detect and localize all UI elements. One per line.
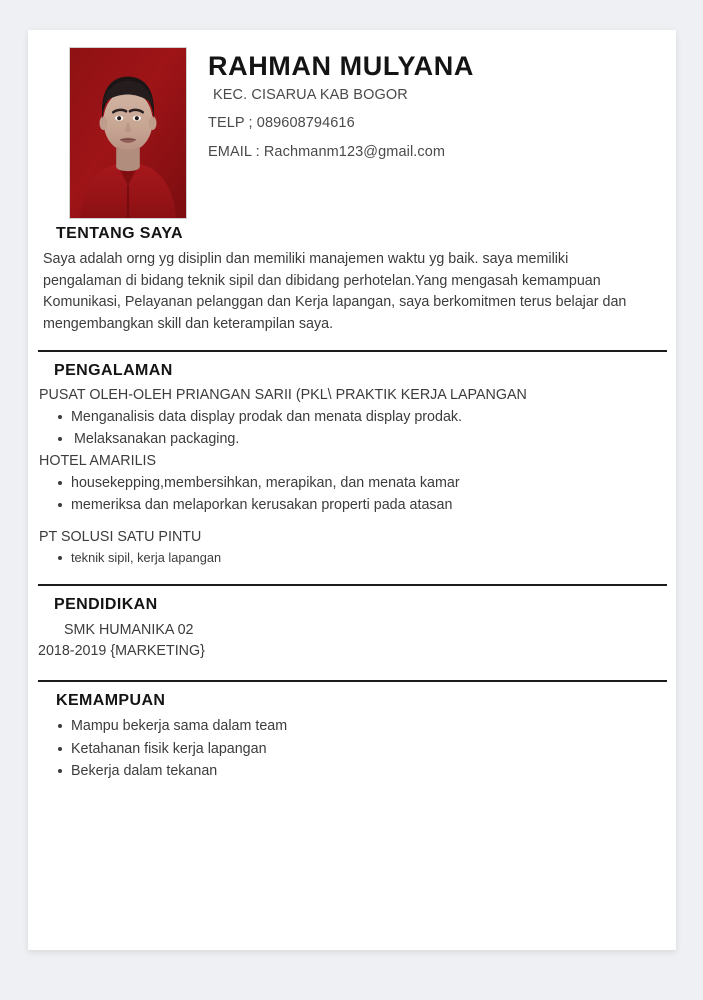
page-title: RAHMAN MULYANA bbox=[208, 51, 474, 81]
list-item: memeriksa dan melaporkan kerusakan properti pada atasan bbox=[38, 495, 666, 516]
section-title-about: TENTANG SAYA bbox=[56, 225, 183, 242]
list-item: teknik sipil, kerja lapangan bbox=[38, 549, 666, 568]
section-title-education: PENDIDIKAN bbox=[54, 596, 158, 614]
contact-email: EMAIL : Rachmanm123@gmail.com bbox=[208, 143, 446, 160]
section-education bbox=[28, 596, 676, 678]
list-item: Menganalisis data display prodak dan menata display prodak. bbox=[38, 407, 666, 428]
experience-duty-list bbox=[38, 407, 666, 450]
divider-above-skills bbox=[38, 679, 667, 683]
section-title-experience: PENGALAMAN bbox=[54, 361, 173, 379]
resume-header bbox=[28, 30, 676, 216]
list-item: Bekerja dalam tekanan bbox=[38, 761, 666, 782]
section-skills bbox=[28, 692, 676, 782]
experience-duty-list bbox=[38, 549, 666, 568]
list-item: Mampu bekerja sama dalam team bbox=[38, 716, 666, 737]
skills-list bbox=[38, 716, 666, 782]
education-school: SMK HUMANIKA 02 bbox=[64, 622, 194, 639]
list-item: Melaksanakan packaging. bbox=[38, 429, 666, 450]
contact-phone: TELP ; 089608794616 bbox=[208, 115, 355, 132]
divider-above-education bbox=[38, 583, 667, 587]
avatar bbox=[69, 47, 187, 219]
header-text-block bbox=[208, 52, 666, 159]
experience-duty-list bbox=[38, 473, 666, 516]
experience-employer: HOTEL AMARILIS bbox=[39, 453, 157, 470]
experience-employer: PT SOLUSI SATU PINTU bbox=[39, 529, 202, 546]
section-about bbox=[28, 225, 676, 349]
about-paragraph: Saya adalah orng yg disiplin dan memiliki manajemen waktu yg baik. saya memiliki pengalaman di bidang teknik sipil dan dibidang perhotelan.Yang mengasah kemampuan Komunikasi, Pelayanan pelanggan dan Kerja lapangan, saya berkomitmen terus belajar dan mengembangkan skill dan keterampilan saya. bbox=[43, 251, 627, 333]
list-item: housekepping,membersihkan, merapikan, dan menata kamar bbox=[38, 473, 666, 494]
experience-employer: PUSAT OLEH-OLEH PRIANGAN SARII (PKL\ PRAKTIK KERJA LAPANGAN bbox=[39, 386, 527, 403]
contact-address: KEC. CISARUA KAB BOGOR bbox=[213, 86, 408, 103]
education-years-major: 2018-2019 {MARKETING} bbox=[38, 643, 205, 660]
list-item: Ketahanan fisik kerja lapangan bbox=[38, 739, 666, 760]
section-experience bbox=[28, 362, 676, 584]
portrait-photo-icon bbox=[70, 48, 186, 218]
resume-page bbox=[28, 30, 676, 950]
divider-above-experience bbox=[38, 349, 667, 353]
section-title-skills: KEMAMPUAN bbox=[56, 691, 166, 709]
